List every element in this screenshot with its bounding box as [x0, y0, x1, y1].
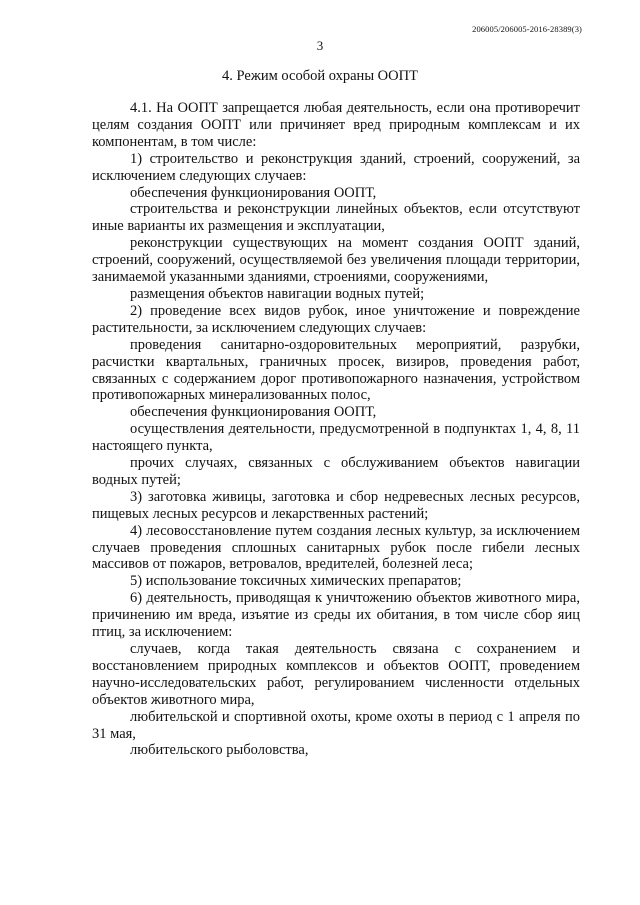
paragraph: размещения объектов навигации водных путей; [130, 285, 425, 302]
paragraph: реконструкции существующих на момент создания ООПТ зданий, строений, сооружений, осуществляемой без увеличения площади территории, занимаемой указанными зданиями, строениями, сооружениями, [92, 235, 580, 286]
paragraph: любительского рыболовства, [130, 742, 309, 759]
paragraph: строительства и реконструкции линейных объектов, если отсутствуют иные варианты их размещения и эксплуатации, [92, 201, 580, 235]
paragraph: 3) заготовка живицы, заготовка и сбор недревесных лесных ресурсов, пищевых лесных ресурсов и лекарственных растений; [92, 488, 580, 522]
paragraph: обеспечения функционирования ООПТ, [130, 184, 377, 201]
paragraph: 2) проведение всех видов рубок, иное уничтожение и повреждение растительности, за исключением следующих случаев: [92, 302, 580, 336]
paragraph: случаев, когда такая деятельность связана с сохранением и восстановлением природных комплексов и объектов ООПТ, проведением научно-исследовательских работ, регулированием численности отдельных объектов животного мира, [92, 641, 580, 708]
document-id: 206005/206005-2016-28389(3) [472, 24, 582, 34]
paragraph: прочих случаях, связанных с обслуживанием объектов навигации водных путей; [92, 455, 580, 488]
document-body [92, 100, 580, 759]
paragraph: обеспечения функционирования ООПТ, [130, 404, 377, 421]
paragraph: осуществления деятельности, предусмотренной в подпунктах 1, 4, 8, 11 настоящего пункта, [92, 421, 580, 455]
paragraph: 6) деятельность, приводящая к уничтожению объектов животного мира, причинению им вреда, изъятие из среды их обитания, в том числе сбор яиц птиц, за исключением: [92, 590, 580, 641]
paragraph: 1) строительство и реконструкция зданий, строений, сооружений, за исключением следующих случаев: [92, 150, 580, 184]
section-title: 4. Режим особой охраны ООПТ [222, 68, 418, 84]
paragraph: 4) лесовосстановление путем создания лесных культур, за исключением случаев проведения сплошных санитарных рубок после гибели лесных массивов от пожаров, ветровалов, вредителей, болезней леса; [92, 522, 580, 573]
paragraph: 5) использование токсичных химических препаратов; [130, 573, 462, 590]
paragraph: проведения санитарно-оздоровительных мероприятий, разрубки, расчистки квартальных, граничных просек, визиров, проведения работ, связанных с содержанием дорог противопожарного назначения, устройством противопожарных минерализованных полос, [92, 336, 580, 404]
paragraph: 4.1. На ООПТ запрещается любая деятельность, если она противоречит целям создания ООПТ или причиняет вред природным комплексам и их компонентам, в том числе: [92, 100, 580, 150]
paragraph: любительской и спортивной охоты, кроме охоты в период с 1 апреля по 31 мая, [92, 708, 580, 742]
page-number: 3 [316, 38, 324, 53]
